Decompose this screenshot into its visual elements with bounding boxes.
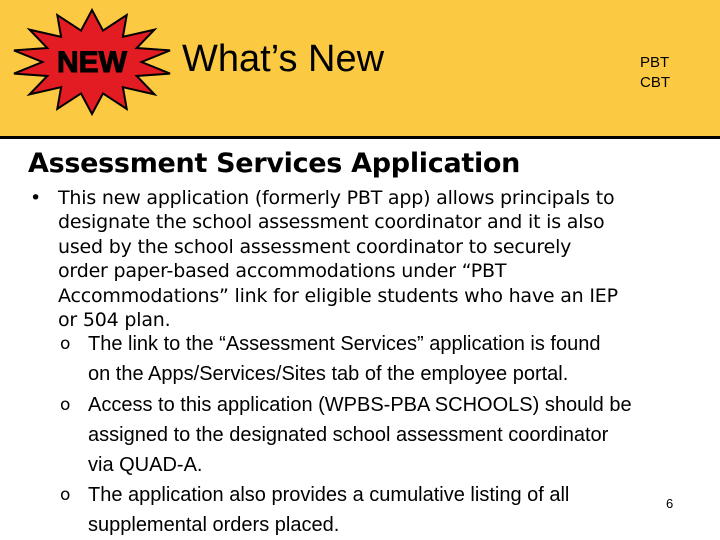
bullet-line: on the Apps/Services/Sites tab of the employee portal. [88, 363, 569, 385]
sub-bullet-cumulative [60, 480, 700, 540]
tag-cbt: CBT [640, 74, 670, 91]
page-title: What’s New [182, 38, 385, 80]
page-number: 6 [666, 496, 674, 511]
bullet-line: order paper-based accommodations under “PBT [58, 260, 507, 283]
bullet-line: designate the school assessment coordinator and it is also [58, 211, 605, 234]
new-badge-text: NEW [57, 46, 127, 79]
sub-bullet-marker: o [60, 485, 71, 505]
new-badge-icon [8, 4, 176, 116]
sub-bullet-access [60, 390, 700, 480]
sub-bullet-marker: o [60, 334, 71, 354]
tag-pbt: PBT [640, 54, 670, 71]
bullet-line: or 504 plan. [58, 309, 171, 332]
assessment-type-tags [640, 53, 670, 93]
sub-bullet-marker: o [60, 395, 71, 415]
bullet-line: supplemental orders placed. [88, 514, 340, 536]
bullet-line: Accommodations” link for eligible students who have an IEP [58, 284, 618, 307]
header-divider [0, 136, 720, 139]
bullet-line: This new application (formerly PBT app) allows principals to [58, 187, 615, 209]
slide-subtitle: Assessment Services Application [28, 148, 521, 179]
bullet-line: assigned to the designated school assessment coordinator [88, 424, 609, 446]
bullet-line: used by the school assessment coordinator to securely [58, 235, 572, 258]
bullet-line: via QUAD-A. [88, 454, 203, 476]
bullet-line: The link to the “Assessment Services” application is found [88, 333, 601, 355]
bullet-line: The application also provides a cumulative listing of all [88, 484, 570, 506]
main-bullet [30, 186, 700, 332]
bullet-line: Access to this application (WPBS-PBA SCHOOLS) should be [88, 394, 632, 416]
bullet-marker: • [30, 187, 42, 209]
sub-bullet-portal-link [60, 329, 700, 389]
